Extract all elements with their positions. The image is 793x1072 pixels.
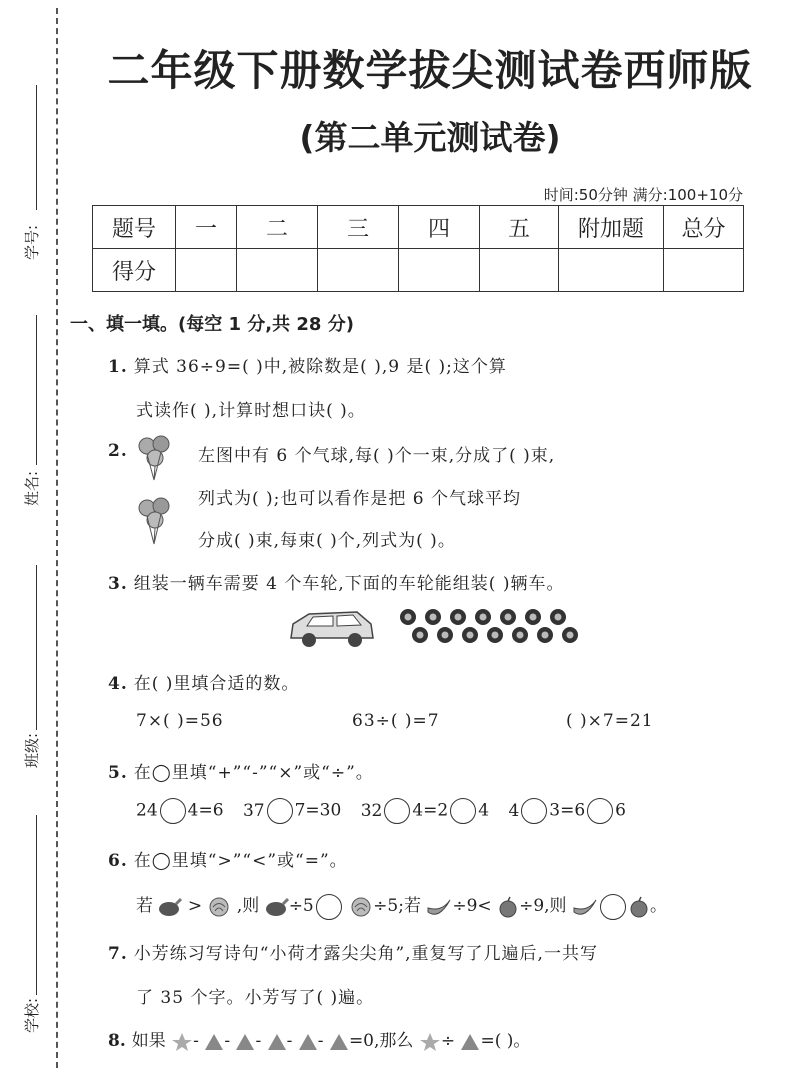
expr-text: 3=6 bbox=[549, 800, 586, 821]
score-input-cell[interactable] bbox=[318, 249, 399, 292]
eggplant-icon bbox=[265, 896, 289, 918]
question-4-expr-1: 7×( )=56 bbox=[136, 711, 224, 731]
star-icon bbox=[171, 1032, 193, 1052]
wheel-icon bbox=[562, 627, 578, 643]
balloon-bunch-icon bbox=[139, 436, 169, 480]
expr-text: ÷5;若 bbox=[373, 896, 421, 916]
answer-circle[interactable] bbox=[316, 894, 342, 920]
expr-text: =( )。 bbox=[480, 1031, 531, 1051]
score-table bbox=[92, 205, 744, 292]
table-cell: 三 bbox=[318, 206, 399, 249]
expr-text: 。 bbox=[649, 896, 667, 916]
banana-icon bbox=[572, 896, 598, 918]
expr-text: - bbox=[317, 1031, 324, 1051]
triangle-icon bbox=[204, 1033, 224, 1051]
question-1 bbox=[108, 352, 507, 377]
triangle-icon bbox=[298, 1033, 318, 1051]
question-text: 在◯里填“>”“<”或“=”。 bbox=[133, 851, 348, 871]
wheels-picture bbox=[398, 607, 588, 647]
question-number: 5. bbox=[108, 763, 128, 783]
question-5 bbox=[108, 758, 374, 783]
expr-text: - bbox=[193, 1031, 199, 1051]
question-text: 分成( )束,每束( )个,列式为( )。 bbox=[198, 531, 456, 551]
car-icon bbox=[291, 612, 373, 647]
table-cell: 得分 bbox=[93, 249, 176, 292]
score-input-cell[interactable] bbox=[176, 249, 237, 292]
answer-circle[interactable] bbox=[160, 798, 186, 824]
question-text: 左图中有 6 个气球,每( )个一束,分成了( )束, bbox=[198, 446, 556, 466]
question-6-expression bbox=[136, 891, 667, 920]
table-cell: 二 bbox=[237, 206, 318, 249]
wheel-icon bbox=[462, 627, 478, 643]
answer-circle[interactable] bbox=[600, 894, 626, 920]
question-text: 在( )里填合适的数。 bbox=[133, 674, 300, 694]
expr-text: ÷5 bbox=[288, 896, 314, 916]
class-line bbox=[36, 565, 37, 730]
answer-circle[interactable] bbox=[384, 798, 410, 824]
expr-text: 6 bbox=[615, 800, 626, 821]
school-label: 学校: bbox=[23, 997, 42, 1034]
question-text: 式读作( ),计算时想口诀( )。 bbox=[136, 401, 366, 421]
wheel-icon bbox=[437, 627, 453, 643]
expr-text: - bbox=[255, 1031, 262, 1051]
score-table-score-row bbox=[93, 249, 744, 292]
expr-text: - bbox=[286, 1031, 293, 1051]
expr-text: 4 bbox=[478, 800, 490, 821]
wheel-icon bbox=[450, 609, 466, 625]
answer-circle[interactable] bbox=[267, 798, 293, 824]
banana-icon bbox=[426, 896, 452, 918]
student-id-label: 学号: bbox=[23, 224, 42, 261]
question-2-line-2 bbox=[198, 484, 521, 509]
question-number: 2. bbox=[108, 441, 128, 461]
question-text: 在◯里填“+”“-”“×”或“÷”。 bbox=[133, 763, 374, 783]
exam-meta: 时间:50分钟 满分:100+10分 bbox=[543, 186, 743, 204]
question-text: 列式为( );也可以看作是把 6 个气球平均 bbox=[198, 489, 522, 509]
expr-text: > bbox=[187, 896, 203, 916]
score-input-cell[interactable] bbox=[559, 249, 664, 292]
triangle-icon bbox=[267, 1033, 287, 1051]
question-number: 7. bbox=[108, 944, 128, 964]
question-6 bbox=[108, 846, 348, 871]
expr-text: ÷9< bbox=[452, 896, 492, 916]
table-cell: 五 bbox=[480, 206, 559, 249]
wheel-icon bbox=[537, 627, 553, 643]
table-cell: 四 bbox=[399, 206, 480, 249]
score-input-cell[interactable] bbox=[480, 249, 559, 292]
answer-circle[interactable] bbox=[450, 798, 476, 824]
question-number: 3. bbox=[108, 574, 128, 594]
wheel-icon bbox=[500, 609, 516, 625]
score-input-cell[interactable] bbox=[664, 249, 744, 292]
question-text: 组装一辆车需要 4 个车轮,下面的车轮能组装( )辆车。 bbox=[133, 574, 565, 594]
class-label: 班级: bbox=[23, 732, 42, 769]
question-2 bbox=[108, 441, 134, 461]
expr-text: ÷ bbox=[440, 1031, 456, 1051]
table-cell: 题号 bbox=[93, 206, 176, 249]
score-input-cell[interactable] bbox=[237, 249, 318, 292]
page-subtitle: (第二单元测试卷) bbox=[299, 118, 561, 157]
name-line bbox=[36, 315, 37, 465]
score-table-header-row bbox=[93, 206, 744, 249]
question-7 bbox=[108, 939, 598, 964]
expr-text: 7=30 bbox=[294, 800, 342, 821]
apple-icon bbox=[628, 896, 650, 918]
question-3 bbox=[108, 569, 564, 594]
balloon-bunch-icon bbox=[139, 498, 169, 544]
apple-icon bbox=[497, 896, 519, 918]
eggplant-icon bbox=[158, 896, 182, 918]
expr-text: 若 bbox=[136, 896, 153, 916]
wheel-icon bbox=[525, 609, 541, 625]
expr-text: 4=2 bbox=[412, 800, 449, 821]
question-4-expr-2: 63÷( )=7 bbox=[352, 711, 440, 731]
wheel-icon bbox=[512, 627, 528, 643]
question-number: 4. bbox=[108, 674, 128, 694]
cabbage-icon bbox=[207, 896, 231, 918]
school-line bbox=[36, 815, 37, 995]
expr-text: 4 bbox=[508, 800, 520, 821]
question-8 bbox=[108, 1026, 530, 1052]
question-2-line-3 bbox=[198, 526, 456, 551]
expr-text: 4=6 bbox=[187, 800, 224, 821]
star-icon bbox=[419, 1032, 441, 1052]
question-text: 算式 36÷9=( )中,被除数是( ),9 是( );这个算 bbox=[133, 357, 507, 377]
question-5-expressions bbox=[136, 798, 626, 824]
wheel-icon bbox=[425, 609, 441, 625]
binding-dashed-line bbox=[56, 8, 58, 1068]
question-1-line-2 bbox=[136, 396, 366, 421]
expr-text: ,则 bbox=[236, 896, 260, 916]
question-number: 6. bbox=[108, 851, 128, 871]
triangle-icon bbox=[329, 1033, 349, 1051]
balloons-picture bbox=[133, 434, 181, 552]
wheel-icon bbox=[487, 627, 503, 643]
wheel-icon bbox=[400, 609, 416, 625]
table-cell: 总分 bbox=[664, 206, 744, 249]
wheel-icon bbox=[475, 609, 491, 625]
question-2-line-1 bbox=[198, 441, 555, 466]
question-7-line-2 bbox=[136, 983, 374, 1008]
expr-text: 32 bbox=[360, 800, 383, 821]
name-label: 姓名: bbox=[23, 470, 42, 507]
answer-circle[interactable] bbox=[587, 798, 613, 824]
car-picture bbox=[287, 606, 377, 652]
question-text: 了 35 个字。小芳写了( )遍。 bbox=[136, 988, 375, 1008]
question-text: 如果 bbox=[131, 1031, 166, 1051]
wheel-icon bbox=[550, 609, 566, 625]
student-id-line bbox=[36, 85, 37, 210]
section-heading: 一、填一填。(每空 1 分,共 28 分) bbox=[70, 314, 354, 335]
expr-text: 24 bbox=[136, 800, 158, 821]
question-4-expr-3: ( )×7=21 bbox=[566, 711, 654, 731]
wheel-icon bbox=[412, 627, 428, 643]
page-title: 二年级下册数学拔尖测试卷西师版 bbox=[107, 46, 753, 95]
expr-text: ÷9,则 bbox=[519, 896, 567, 916]
expr-text: =0,那么 bbox=[348, 1031, 414, 1051]
expr-text: 37 bbox=[242, 800, 265, 821]
answer-circle[interactable] bbox=[521, 798, 547, 824]
expr-text: - bbox=[224, 1031, 231, 1051]
question-number: 8. bbox=[108, 1031, 126, 1051]
triangle-icon bbox=[235, 1033, 255, 1051]
question-text: 小芳练习写诗句“小荷才露尖尖角”,重复写了几遍后,一共写 bbox=[133, 944, 598, 964]
score-input-cell[interactable] bbox=[399, 249, 480, 292]
triangle-icon bbox=[460, 1033, 480, 1051]
table-cell: 一 bbox=[176, 206, 237, 249]
question-number: 1. bbox=[108, 357, 128, 377]
table-cell: 附加题 bbox=[559, 206, 664, 249]
cabbage-icon bbox=[349, 896, 373, 918]
question-4 bbox=[108, 669, 299, 694]
